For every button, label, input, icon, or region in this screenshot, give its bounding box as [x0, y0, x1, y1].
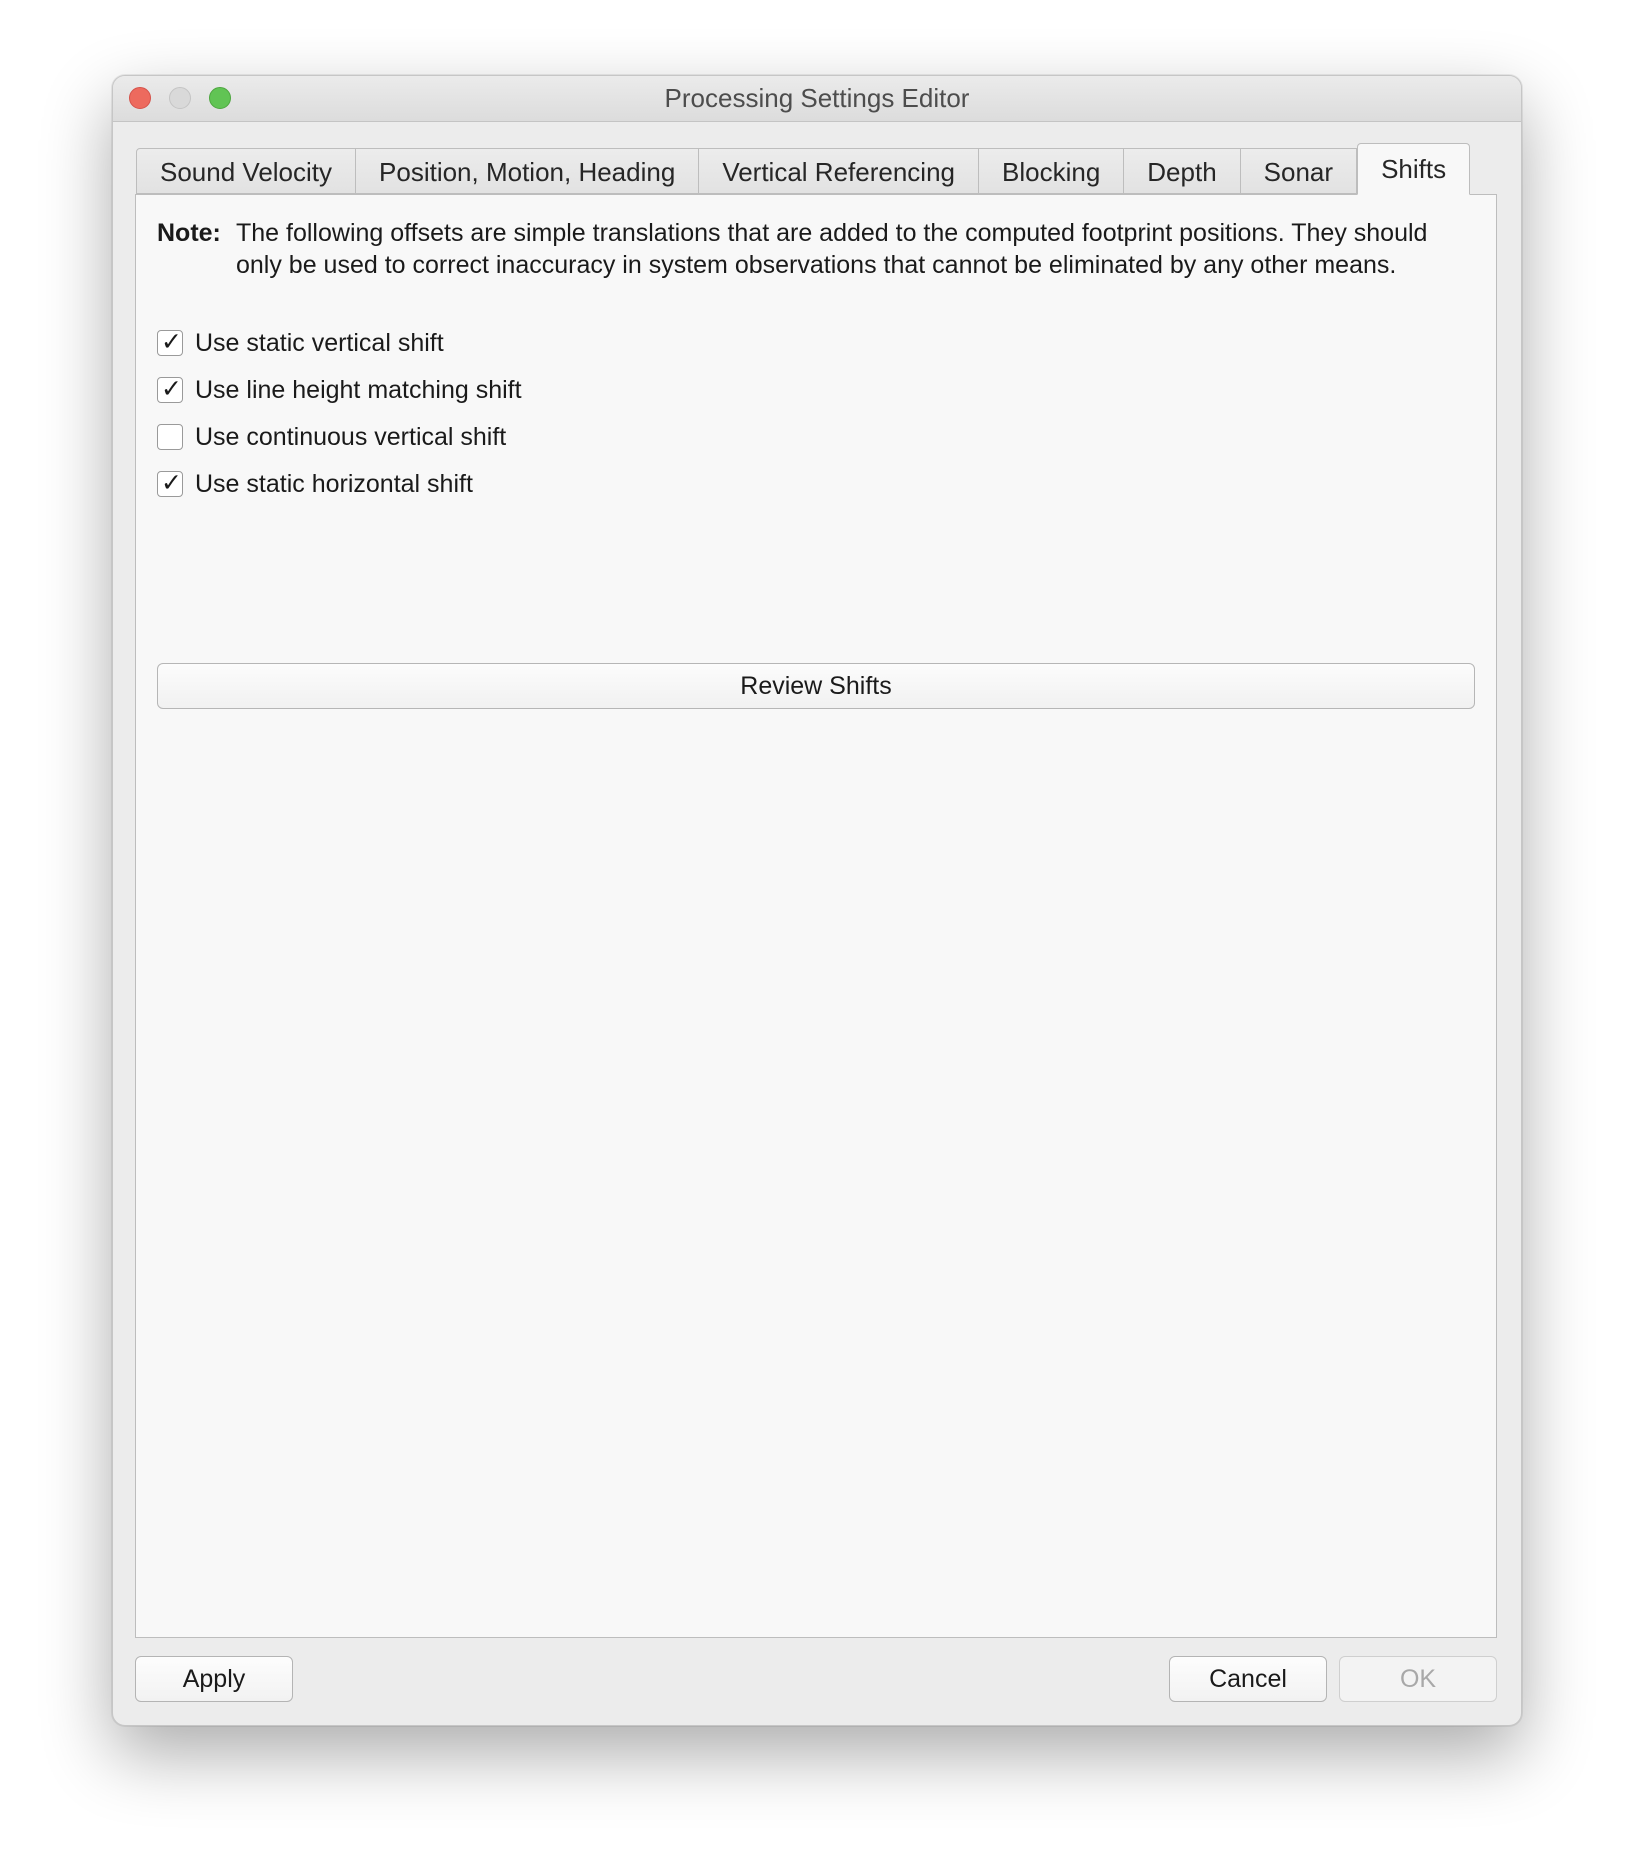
tab-blocking[interactable]: Blocking	[979, 148, 1124, 194]
tab-shifts[interactable]: Shifts	[1357, 143, 1470, 195]
note-text: The following offsets are simple translations that are added to the computed footprint positions. They should only be used to correct inaccuracy in system observations that cannot be eliminated by any other means.	[236, 219, 1428, 279]
line-height-matching-shift-checkbox[interactable]	[157, 377, 183, 403]
static-vertical-shift-label: Use static vertical shift	[195, 328, 444, 357]
window-title: Processing Settings Editor	[664, 83, 970, 113]
line-height-matching-shift-label: Use line height matching shift	[195, 375, 522, 404]
static-vertical-shift-option[interactable]	[157, 327, 444, 359]
static-vertical-shift-checkbox[interactable]	[157, 330, 183, 356]
line-height-matching-shift-option[interactable]	[157, 374, 522, 406]
review-shifts-button[interactable]: Review Shifts	[157, 663, 1475, 709]
tab-sound-velocity[interactable]: Sound Velocity	[136, 148, 356, 194]
tab-bar	[136, 148, 1470, 195]
static-horizontal-shift-label: Use static horizontal shift	[195, 469, 473, 498]
tab-position-motion-heading[interactable]: Position, Motion, Heading	[356, 148, 699, 194]
checkmark-icon: ✓	[161, 375, 182, 403]
note-label: Note:	[157, 219, 221, 247]
continuous-vertical-shift-checkbox[interactable]	[157, 424, 183, 450]
checkmark-icon: ✓	[161, 469, 182, 497]
tab-depth[interactable]: Depth	[1124, 148, 1240, 194]
static-horizontal-shift-option[interactable]	[157, 468, 473, 500]
title-bar[interactable]	[113, 76, 1521, 122]
static-horizontal-shift-checkbox[interactable]	[157, 471, 183, 497]
continuous-vertical-shift-option[interactable]	[157, 421, 506, 453]
tab-sonar[interactable]: Sonar	[1241, 148, 1357, 194]
apply-button[interactable]: Apply	[135, 1656, 293, 1702]
continuous-vertical-shift-label: Use continuous vertical shift	[195, 422, 507, 451]
shifts-panel	[135, 194, 1497, 1638]
checkmark-icon: ✓	[161, 328, 182, 356]
tab-vertical-referencing[interactable]: Vertical Referencing	[699, 148, 979, 194]
processing-settings-window	[112, 75, 1522, 1726]
ok-button[interactable]: OK	[1339, 1656, 1497, 1702]
cancel-button[interactable]: Cancel	[1169, 1656, 1327, 1702]
note-block	[157, 217, 1477, 281]
